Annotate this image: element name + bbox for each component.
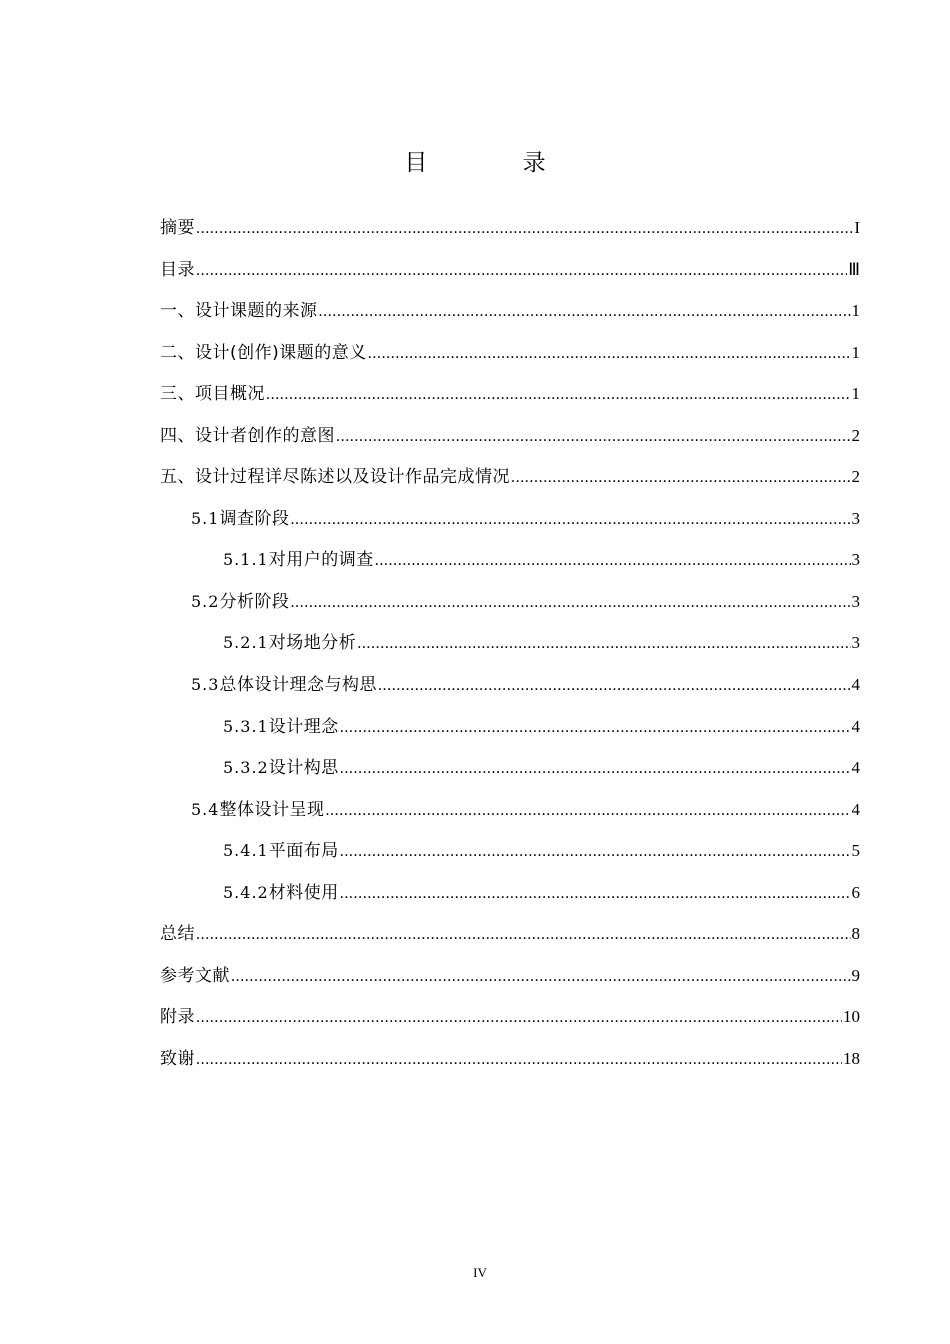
toc-dot-leader — [290, 499, 850, 541]
toc-entry-title: 四、设计者创作的意图 — [160, 425, 335, 446]
toc-dot-leader — [357, 623, 850, 665]
toc-entry-page-number: 1 — [851, 342, 860, 362]
toc-dot-leader — [368, 333, 851, 375]
toc-entry-title: 材料使用 — [268, 882, 339, 903]
toc-entry[interactable] — [160, 830, 860, 872]
toc-entry-page-number: 4 — [851, 716, 860, 736]
toc-entry-page-number: 2 — [851, 425, 860, 445]
toc-dot-leader — [340, 831, 851, 873]
toc-entry-title: 附录 — [160, 1007, 195, 1028]
toc-dot-leader — [340, 873, 851, 915]
toc-entry-title: 平面布局 — [268, 841, 339, 862]
toc-entry[interactable] — [160, 456, 860, 498]
toc-entry-page-number: 3 — [851, 633, 860, 653]
toc-dot-leader — [196, 208, 853, 250]
toc-entry-page-number: Ⅲ — [848, 259, 860, 279]
toc-entry-number: 5.3.2 — [223, 758, 269, 778]
toc-entry-title: 摘要 — [160, 218, 195, 238]
toc-entry-title: 对场地分析 — [268, 633, 357, 654]
toc-entry-number: 5.2 — [191, 591, 220, 611]
toc-entry[interactable] — [160, 789, 860, 831]
toc-entry[interactable] — [160, 913, 860, 955]
toc-entry-page-number: 3 — [851, 591, 860, 611]
toc-title: 目 录 — [404, 150, 590, 176]
toc-entry-number: 5.1 — [191, 508, 220, 528]
toc-entry-page-number: I — [854, 218, 860, 237]
toc-entry-page-number: 3 — [851, 550, 860, 570]
toc-dot-leader — [266, 374, 851, 416]
toc-entry-page-number: 9 — [851, 965, 860, 985]
toc-entry-title: 参考文献 — [160, 965, 230, 986]
toc-entry[interactable] — [160, 747, 860, 789]
toc-dot-leader — [196, 914, 851, 956]
toc-entry[interactable] — [160, 373, 860, 415]
toc-entry-title: 二、设计(创作)课题的意义 — [160, 342, 367, 363]
toc-dot-leader — [378, 665, 851, 707]
toc-entry-title: 目录 — [160, 259, 195, 280]
toc-entry-page-number: 4 — [851, 675, 860, 695]
toc-entry-page-number: 3 — [851, 508, 860, 528]
toc-entry[interactable] — [160, 332, 860, 374]
toc-entry-title: 设计构思 — [268, 758, 339, 779]
toc-entry-title: 调查阶段 — [219, 508, 290, 529]
toc-entry-title: 设计理念 — [268, 716, 339, 737]
toc-dot-leader — [196, 997, 842, 1039]
toc-entry-page-number: 18 — [843, 1048, 860, 1068]
table-of-contents — [160, 207, 860, 1079]
toc-entry[interactable] — [160, 1038, 860, 1080]
page-number-footer: IV — [473, 1265, 487, 1280]
toc-entry[interactable] — [160, 207, 860, 249]
toc-entry[interactable] — [160, 498, 860, 540]
toc-entry-title: 三、项目概况 — [160, 384, 265, 405]
toc-entry-title: 致谢 — [160, 1048, 195, 1069]
toc-entry-number: 5.3 — [191, 675, 220, 695]
toc-entry-page-number: 6 — [851, 882, 860, 902]
toc-entry-page-number: 5 — [851, 841, 860, 861]
toc-dot-leader — [231, 956, 851, 998]
toc-dot-leader — [340, 748, 851, 790]
toc-entry-page-number: 10 — [843, 1007, 860, 1027]
toc-entry-page-number: 2 — [851, 467, 860, 487]
toc-entry[interactable] — [160, 955, 860, 997]
toc-entry-title: 整体设计呈现 — [219, 799, 325, 820]
toc-entry-title: 一、设计课题的来源 — [160, 301, 318, 322]
toc-entry[interactable] — [160, 290, 860, 332]
toc-dot-leader — [511, 457, 851, 499]
toc-dot-leader — [325, 790, 850, 832]
toc-entry-page-number: 8 — [851, 924, 860, 944]
toc-entry-title: 总体设计理念与构思 — [219, 675, 377, 696]
toc-entry[interactable] — [160, 415, 860, 457]
toc-entry-page-number: 1 — [851, 384, 860, 404]
toc-entry-page-number: 4 — [851, 799, 860, 819]
toc-entry-title: 分析阶段 — [219, 591, 290, 612]
toc-dot-leader — [290, 582, 850, 624]
toc-entry-number: 5.3.1 — [223, 716, 269, 736]
toc-dot-leader — [196, 250, 847, 292]
toc-dot-leader — [319, 291, 851, 333]
toc-entry-page-number: 4 — [851, 758, 860, 778]
toc-dot-leader — [340, 707, 851, 749]
toc-entry-number: 5.1.1 — [223, 550, 269, 570]
toc-entry-number: 5.4.2 — [223, 882, 269, 902]
toc-entry[interactable] — [160, 872, 860, 914]
toc-entry[interactable] — [160, 706, 860, 748]
toc-dot-leader — [375, 540, 851, 582]
toc-entry-number: 5.4 — [191, 799, 220, 819]
toc-entry[interactable] — [160, 664, 860, 706]
toc-entry[interactable] — [160, 996, 860, 1038]
toc-entry-number: 5.2.1 — [223, 633, 269, 653]
toc-entry-number: 5.4.1 — [223, 841, 269, 861]
toc-entry[interactable] — [160, 539, 860, 581]
toc-dot-leader — [196, 1039, 842, 1081]
toc-dot-leader — [336, 416, 851, 458]
toc-entry[interactable] — [160, 581, 860, 623]
toc-entry[interactable] — [160, 622, 860, 664]
toc-entry-title: 对用户的调查 — [268, 550, 374, 571]
toc-entry-title: 五、设计过程详尽陈述以及设计作品完成情况 — [160, 467, 510, 488]
toc-entry-title: 总结 — [160, 924, 195, 945]
toc-entry-page-number: 1 — [851, 301, 860, 321]
toc-entry[interactable] — [160, 249, 860, 291]
